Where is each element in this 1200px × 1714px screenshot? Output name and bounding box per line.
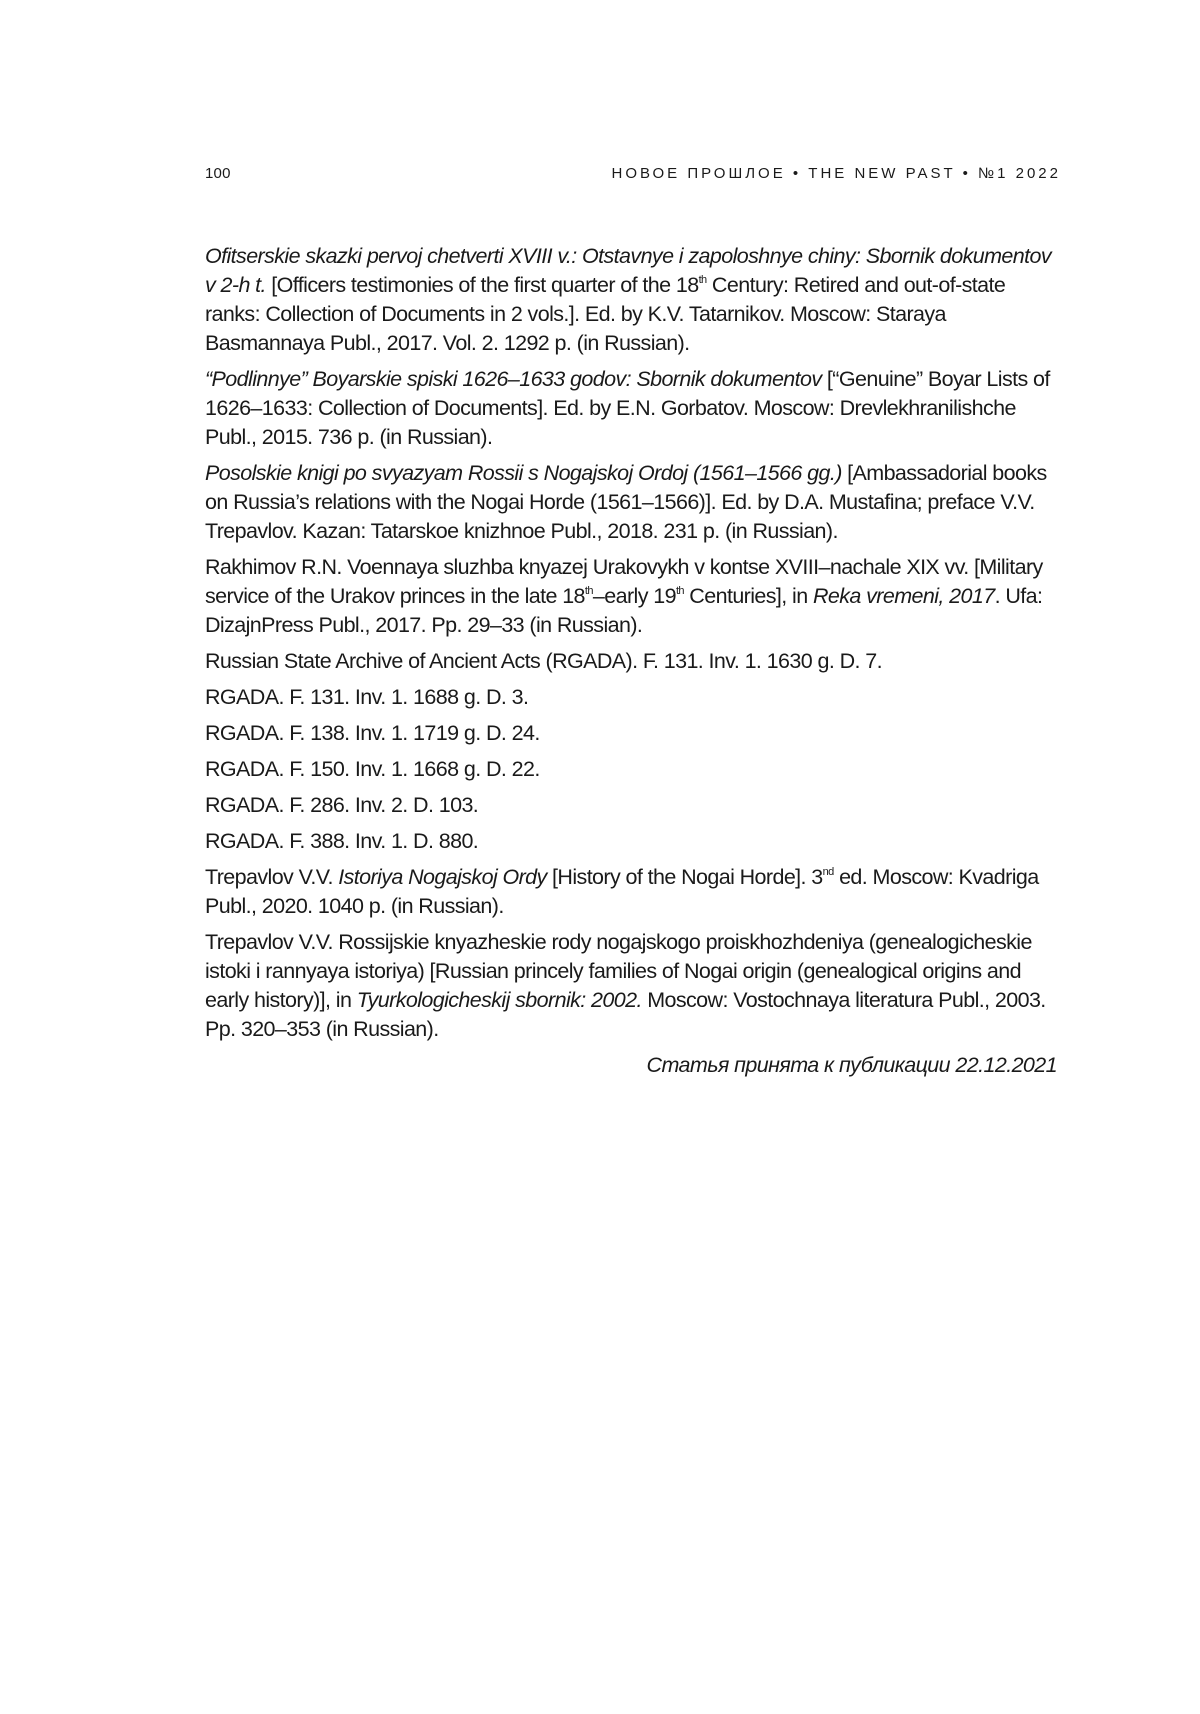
reference-item: Russian State Archive of Ancient Acts (RGADA). F. 131. Inv. 1. 1630 g. D. 7. — [205, 649, 882, 673]
reference-title: Reka vremeni, 2017 — [812, 584, 995, 608]
reference-title: Posolskie knigi po svyazyam Rossii s Nogajskoj Ordoj (1561–1566 gg.) — [205, 461, 842, 485]
reference-title: Tyurkologicheskij sbornik: 2002. — [356, 988, 642, 1012]
reference-item: Trepavlov V.V. Istoriya Nogajskoj Ordy [History of the Nogai Horde]. 3nd ed. Moscow: Kvadriga Publ., 2020. 1040 p. (in Russian). — [205, 865, 1039, 918]
reference-title: Ofitserskie skazki pervoj chetverti XVIII v.: Otstavnye i zapoloshnye chiny: Sbornik dokumentov v 2-h t. — [205, 244, 1051, 297]
reference-item: RGADA. F. 150. Inv. 1. 1668 g. D. 22. — [205, 757, 540, 781]
reference-item: Trepavlov V.V. Rossijskie knyazheskie rody nogajskogo proiskhozhdeniya (genealogicheskie istoki i rannyaya istoriya) [Russian princely families of Nogai origin (genealogical origins and early history)], in Tyurkologicheskij sbornik: 2002. Moscow: Vostochnaya literatura Publ., 2003. Pp. 320–353 (in Russian). — [205, 930, 1046, 1041]
reference-list — [205, 242, 1061, 1080]
reference-item: “Podlinnye” Boyarskie spiski 1626–1633 godov: Sbornik dokumentov [“Genuine” Boyar Lists of 1626–1633: Collection of Documents]. Ed. by E.N. Gorbatov. Moscow: Drevlekhranilishche Publ., 2015. 736 p. (in Russian). — [205, 367, 1050, 449]
page-number: 100 — [205, 165, 231, 182]
reference-item: Rakhimov R.N. Voennaya sluzhba knyazej Urakovykh v kontse XVIII–nachale XIX vv. [Military service of the Urakov princes in the late 18th–early 19th Centuries], in Reka vremeni, 2017. Ufa: DizajnPress Publ., 2017. Pp. 29–33 (in Russian). — [205, 555, 1043, 637]
acceptance-note: Статья принята к публикации 22.12.2021 — [646, 1053, 1057, 1077]
reference-item: RGADA. F. 131. Inv. 1. 1688 g. D. 3. — [205, 685, 529, 709]
reference-title: “Podlinnye” Boyarskie spiski 1626–1633 godov: Sbornik dokumentov — [205, 367, 822, 391]
reference-item: RGADA. F. 388. Inv. 1. D. 880. — [205, 829, 479, 853]
reference-item: Ofitserskie skazki pervoj chetverti XVIII v.: Otstavnye i zapoloshnye chiny: Sbornik dokumentov v 2-h t. [Officers testimonies of the first quarter of the 18th Century: Retired and out-of-state ranks: Collection of Documents in 2 vols.]. Ed. by K.V. Tatarnikov. Moscow: Staraya Basmannaya Publ., 2017. Vol. 2. 1292 p. (in Russian). — [205, 244, 1051, 355]
reference-item: Posolskie knigi po svyazyam Rossii s Nogajskoj Ordoj (1561–1566 gg.) [Ambassadorial books on Russia’s relations with the Nogai Horde (1561–1566)]. Ed. by D.A. Mustafina; preface V.V. Trepavlov. Kazan: Tatarskoe knizhnoe Publ., 2018. 231 p. (in Russian). — [205, 461, 1047, 543]
reference-item: RGADA. F. 138. Inv. 1. 1719 g. D. 24. — [205, 721, 540, 745]
reference-item: RGADA. F. 286. Inv. 2. D. 103. — [205, 793, 479, 817]
journal-title: НОВОЕ ПРОШЛОЕ • THE NEW PAST • №1 2022 — [611, 165, 1061, 182]
reference-title: Istoriya Nogajskoj Ordy — [338, 865, 547, 889]
running-header — [205, 165, 1061, 187]
